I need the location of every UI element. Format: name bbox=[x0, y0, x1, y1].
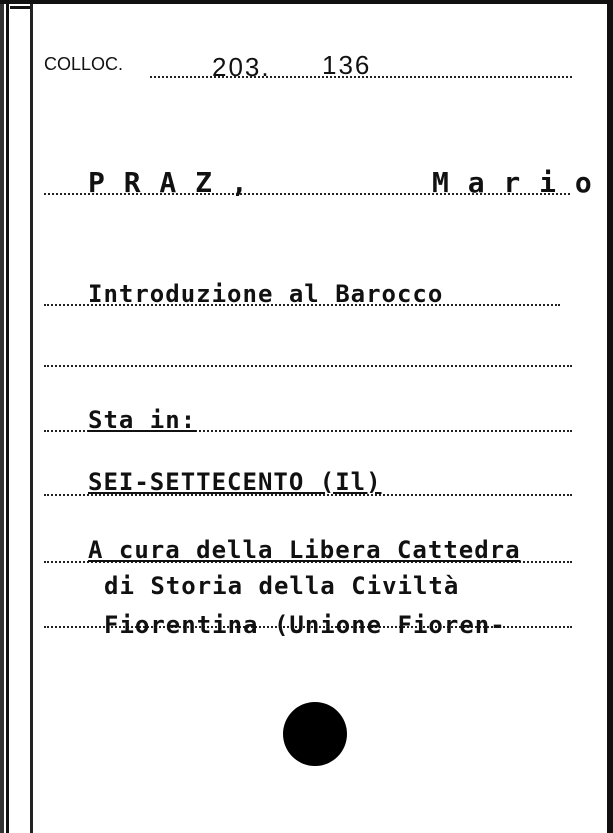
card-left-edge bbox=[0, 0, 4, 833]
colloc-number-1: 203. bbox=[212, 52, 271, 82]
source-line-2: di Storia della Civiltà bbox=[104, 572, 460, 600]
card-binding-line bbox=[6, 0, 9, 833]
colloc-number-2: 136 bbox=[322, 50, 372, 80]
work-title: Introduzione al Barocco bbox=[88, 280, 444, 308]
source-line-1: A cura della Libera Cattedra bbox=[88, 536, 521, 564]
source-title: SEI-SETTECENTO (Il) bbox=[88, 468, 382, 496]
empty-dotted-line bbox=[44, 365, 572, 367]
card-notch bbox=[10, 6, 30, 15]
card-margin-line bbox=[30, 0, 33, 833]
source-line-3: Fiorentina (Unione Fioren- bbox=[104, 611, 506, 639]
card-right-edge bbox=[607, 0, 613, 833]
author-surname: P R A Z , bbox=[88, 166, 249, 199]
colloc-label: COLLOC. bbox=[44, 54, 124, 74]
punch-hole bbox=[283, 702, 347, 766]
card-top-edge bbox=[0, 0, 613, 4]
author-name: M a r i o bbox=[432, 166, 593, 199]
in-label: Sta in: bbox=[88, 406, 197, 434]
